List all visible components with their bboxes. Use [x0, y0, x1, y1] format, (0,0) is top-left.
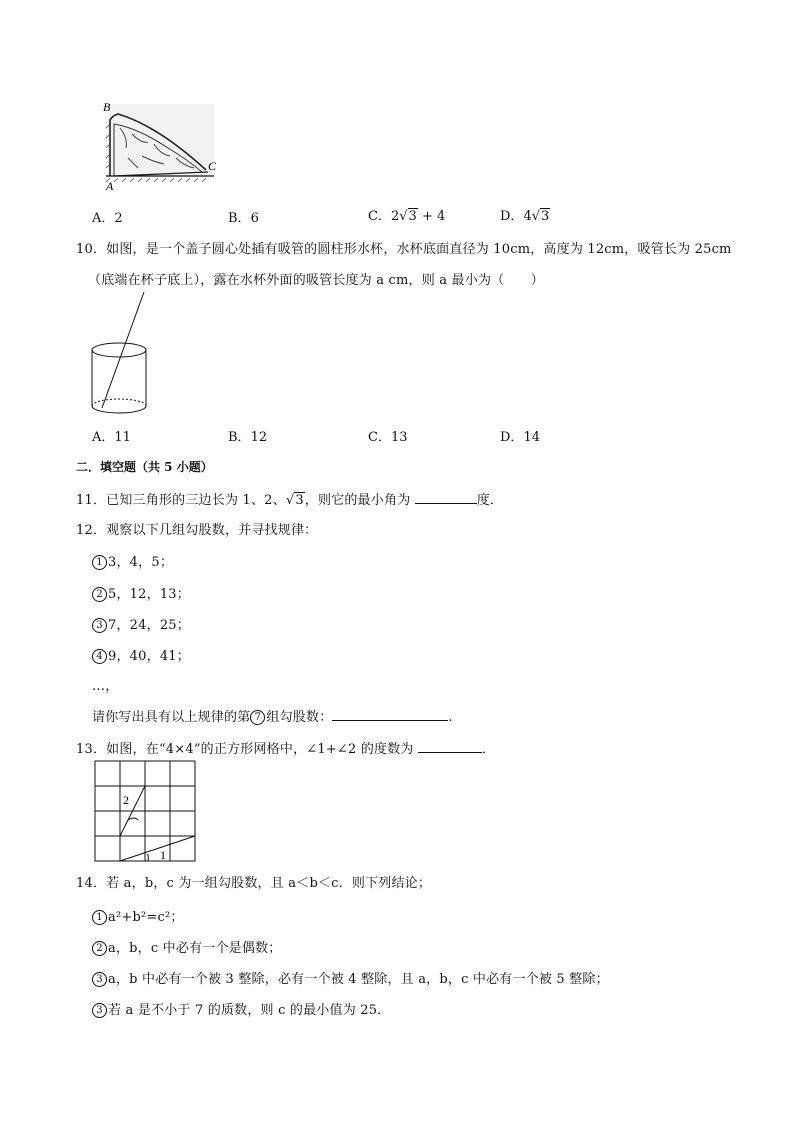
q14-item: [92, 906, 184, 925]
q10-option-c[interactable]: [368, 426, 408, 445]
q12-item: [92, 583, 190, 602]
q14-item-text: a，b，c 中必有一个是偶数；: [108, 941, 282, 956]
option-coef: 4: [523, 209, 532, 224]
q14-item: [92, 999, 390, 1018]
q12-ask-end: .: [448, 710, 453, 725]
q11-tail: 度．: [476, 493, 504, 508]
option-text: 13: [390, 430, 408, 445]
q13-stem: [76, 738, 495, 757]
option-text: 11: [114, 430, 131, 445]
q10-stem-line2: （底端在杯子底上），露在水杯外面的吸管长度为 a cm，则 a 最小为（ ）: [88, 273, 544, 288]
q10-option-a[interactable]: [92, 426, 131, 445]
q10-stem-line1: 10．如图，是一个盖子圆心处插有吸管的圆柱形水杯，水杯底面直径为 10cm，高度为 12cm，吸管长为 25cm: [76, 242, 732, 257]
q9-option-b[interactable]: [228, 207, 259, 226]
q9-label-c: C: [208, 159, 217, 173]
q13-grid-figure: [94, 760, 198, 864]
section-title: 二．填空题（共 5 小题）: [76, 460, 213, 474]
q9-option-c[interactable]: C．2√3 + 4: [368, 209, 446, 224]
q9-figure: [98, 98, 220, 192]
circled-number: 1: [92, 910, 107, 925]
option-text: 2: [114, 211, 123, 226]
option-letter: C．: [368, 430, 391, 445]
q12-ask-pre: 请你写出具有以上规律的第: [92, 710, 251, 725]
circled-number: 3: [92, 618, 107, 633]
option-letter: A．: [92, 430, 115, 445]
q12-ellipsis: …，: [92, 679, 119, 694]
q12-answer-blank[interactable]: [332, 708, 448, 721]
q11-answer-blank[interactable]: [415, 491, 477, 504]
q14-item-text: a，b 中必有一个被 3 整除，必有一个被 4 整除，且 a，b，c 中必有一个被 5 整除；: [108, 972, 609, 987]
q12-item: [92, 614, 190, 633]
circled-number: 3: [92, 1003, 107, 1018]
q9-label-a: A: [106, 179, 114, 192]
q11-pre: 11．已知三角形的三边长为 1、2、: [76, 493, 286, 508]
q12-item: [92, 551, 173, 570]
q11-radicand: 3: [295, 493, 304, 508]
circled-number: 3: [92, 972, 107, 987]
circled-number: 7: [250, 710, 265, 725]
q14-item-text: a²+b²=c²；: [108, 910, 184, 925]
q9-label-b: B: [103, 100, 111, 114]
q11-stem: 11．已知三角形的三边长为 1、2、√3，则它的最小角为 度．: [76, 493, 504, 508]
option-letter: C．: [368, 209, 391, 224]
option-text: 14: [523, 430, 540, 445]
option-tail: + 4: [417, 209, 446, 224]
option-letter: D．: [500, 430, 524, 445]
q10-option-d[interactable]: [500, 426, 540, 445]
q11-post: ，则它的最小角为: [304, 493, 415, 508]
q13-angle-label-2: 2: [123, 793, 129, 807]
q12-item: [92, 645, 190, 664]
q9-option-d[interactable]: D．4√3: [500, 209, 550, 224]
circled-number: 2: [92, 587, 107, 602]
circled-number: 1: [92, 555, 107, 570]
q13-angle-label-1: 1: [160, 848, 166, 862]
option-letter: D．: [500, 209, 524, 224]
option-text: 6: [250, 211, 259, 226]
option-letter: B．: [228, 430, 251, 445]
q13-text: 13．如图，在“4×4”的正方形网格中，∠1+∠2 的度数为: [76, 742, 418, 757]
q14-item: [92, 937, 282, 956]
q12-question: [92, 706, 453, 725]
circled-number: 2: [92, 941, 107, 956]
q9-option-a[interactable]: [92, 207, 123, 226]
q14-item-text: 若 a 是不小于 7 的质数，则 c 的最小值为 25．: [108, 1003, 391, 1018]
q12-item-text: 3，4，5；: [108, 555, 174, 570]
circled-number: 4: [92, 649, 107, 664]
q10-cup-figure: [88, 290, 158, 418]
option-radicand: 3: [541, 209, 550, 224]
option-coef: 2: [390, 209, 400, 224]
option-letter: A．: [92, 211, 115, 226]
q14-item: [92, 968, 609, 987]
option-text: 12: [250, 430, 268, 445]
q13-end: ．: [481, 742, 496, 757]
q12-item-text: 5，12，13；: [108, 587, 190, 602]
q13-answer-blank[interactable]: [418, 740, 482, 753]
q12-intro: 12．观察以下几组勾股数，并寻找规律：: [76, 523, 318, 538]
option-letter: B．: [228, 211, 251, 226]
q10-option-b[interactable]: [228, 426, 267, 445]
q14-intro: 14．若 a，b，c 为一组勾股数，且 a＜b＜c．则下列结论；: [76, 876, 432, 891]
q12-item-text: 9，40，41；: [108, 649, 190, 664]
q12-ask-post: 组勾股数：: [266, 710, 333, 725]
q12-item-text: 7，24，25；: [108, 618, 190, 633]
option-radicand: 3: [408, 209, 417, 224]
